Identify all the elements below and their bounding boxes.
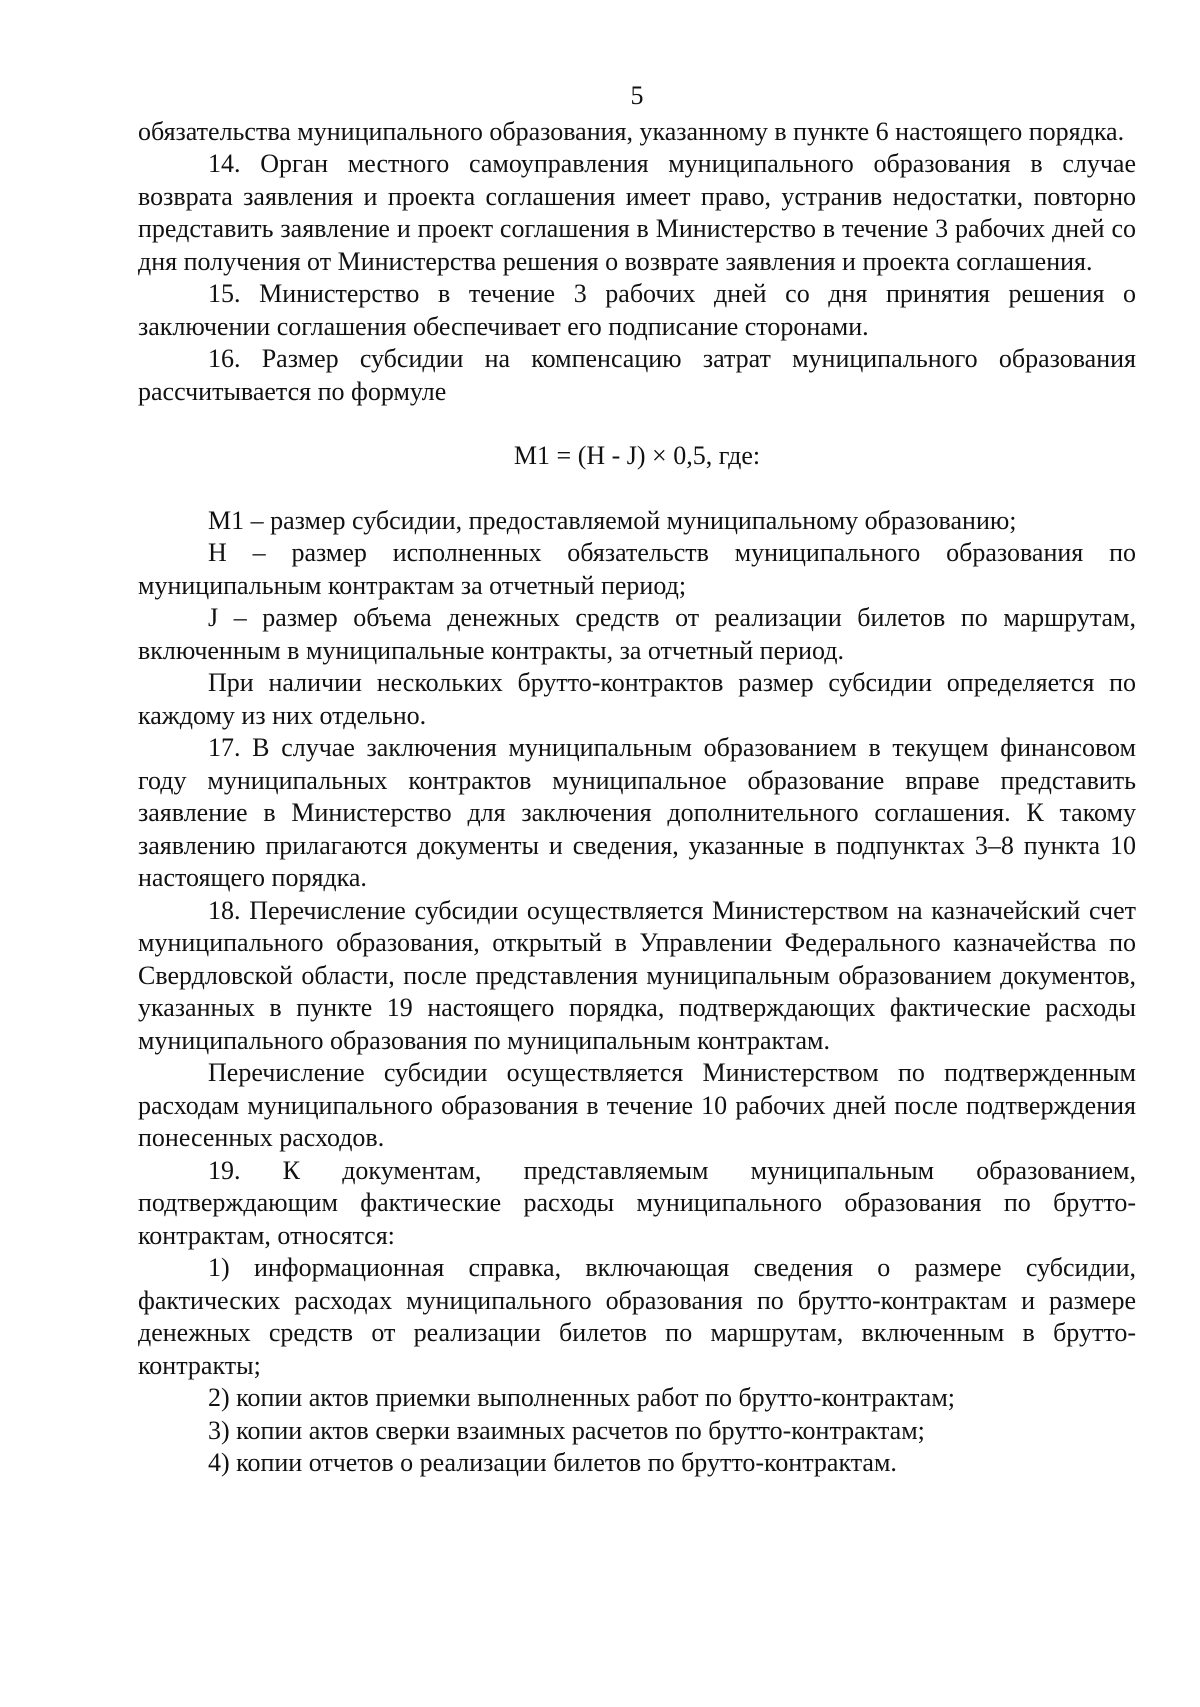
formula: М1 = (Н - J) × 0,5, где: — [513, 441, 761, 470]
definition-h: Н – размер исполненных обязательств муниципального образования по муниципальным контрактам за отчетный период; — [138, 538, 1136, 600]
paragraph-continuation: обязательства муниципального образования, указанному в пункте 6 настоящего порядка. — [138, 116, 1125, 146]
list-item-2: 2) копии актов приемки выполненных работ по брутто-контрактам; — [208, 1383, 956, 1412]
paragraph-18: 18. Перечисление субсидии осуществляется Министерством на казначейский счет муниципального образования, открытый в Управлении Федерального казначейства по Свердловской области, после представления муниципальным образованием документов, указанных в пункте 19 настоящего порядка, подтверждающих фактические расходы муниципального образования по муниципальным контрактам. — [138, 895, 1136, 1055]
paragraph-16: 16. Размер субсидии на компенсацию затрат муниципального образования рассчитывается по формуле — [138, 344, 1136, 406]
definition-j: J – размер объема денежных средств от реализации билетов по маршрутам, включенным в муниципальные контракты, за отчетный период. — [138, 603, 1136, 665]
list-item-3: 3) копии актов сверки взаимных расчетов по брутто-контрактам; — [208, 1415, 925, 1445]
document-page — [138, 80, 1136, 1480]
definition-note: При наличии нескольких брутто-контрактов размер субсидии определяется по каждому из них отдельно. — [138, 668, 1136, 730]
definition-m1: М1 – размер субсидии, предоставляемой муниципальному образованию; — [208, 505, 1017, 535]
list-item-1: 1) информационная справка, включающая сведения о размере субсидии, фактических расходах муниципального образования по брутто-контрактам и размере денежных средств от реализации билетов по маршрутам, включенным в брутто-контракты; — [138, 1253, 1136, 1380]
list-item-4: 4) копии отчетов о реализации билетов по брутто-контрактам. — [208, 1448, 897, 1477]
paragraph-19: 19. К документам, представляемым муниципальным образованием, подтверждающим фактические расходы муниципального образования по брутто-контрактам, относятся: — [138, 1155, 1136, 1250]
paragraph-15: 15. Министерство в течение 3 рабочих дней со дня принятия решения о заключении соглашения обеспечивает его подписание сторонами. — [138, 279, 1136, 341]
paragraph-18-transfer: Перечисление субсидии осуществляется Министерством по подтвержденным расходам муниципального образования в течение 10 рабочих дней после подтверждения понесенных расходов. — [138, 1058, 1136, 1152]
paragraph-17: 17. В случае заключения муниципальным образованием в текущем финансовом году муниципальных контрактов муниципальное образование вправе представить заявление в Министерство для заключения дополнительного соглашения. К такому заявлению прилагаются документы и сведения, указанные в подпунктах 3–8 пункта 10 настоящего порядка. — [138, 733, 1136, 892]
paragraph-14: 14. Орган местного самоуправления муниципального образования в случае возврата заявления и проекта соглашения имеет право, устранив недостатки, повторно представить заявление и проект соглашения в Министерство в течение 3 рабочих дней со дня получения от Министерства решения о возврате заявления и проекта соглашения. — [138, 149, 1136, 276]
page-number: 5 — [630, 81, 644, 110]
